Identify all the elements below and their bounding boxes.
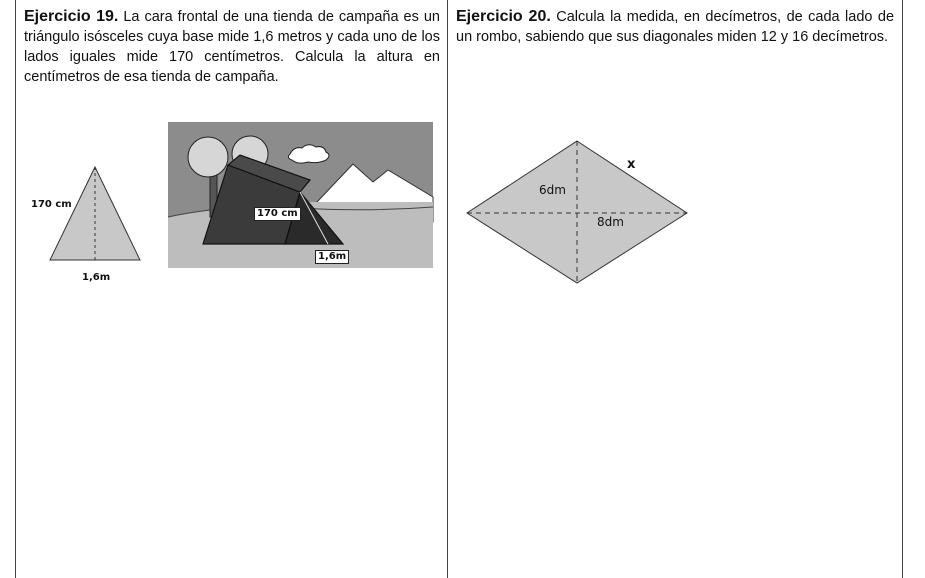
column-divider <box>447 0 448 578</box>
tent-base-label: 1,6m <box>315 250 349 264</box>
exercise-20-body: Calcula la medida, en decímetros, de cada lado de un rombo, sabiendo que sus diagonales miden 12 y 16 decímetros. <box>456 9 895 45</box>
triangle-base-label: 1,6m <box>82 272 111 283</box>
rhombus-half-horizontal-label: 8dm <box>597 215 624 229</box>
exercise-20-statement <box>456 7 894 47</box>
isosceles-triangle-diagram <box>40 160 170 270</box>
tent-illustration <box>168 122 433 268</box>
triangle-side-label: 170 cm <box>31 199 72 210</box>
exercise-19-statement <box>24 7 440 87</box>
tree-crown-left <box>188 137 228 177</box>
tent-side-label: 170 cm <box>254 207 301 221</box>
exercise-19-body: La cara frontal de una tienda de campaña es un triángulo isósceles cuya base mide 1,6 metros y cada uno de los lados iguales mide 170 centímetros. Calcula la altura en centímetros de esa tienda de campaña. <box>24 9 440 85</box>
rhombus-half-vertical-label: 6dm <box>539 183 566 197</box>
rhombus-diagram <box>465 138 695 288</box>
exercise-19-title: Ejercicio 19. <box>24 8 119 25</box>
exercise-20-title: Ejercicio 20. <box>456 8 551 25</box>
rhombus-side-label: x <box>627 157 636 172</box>
